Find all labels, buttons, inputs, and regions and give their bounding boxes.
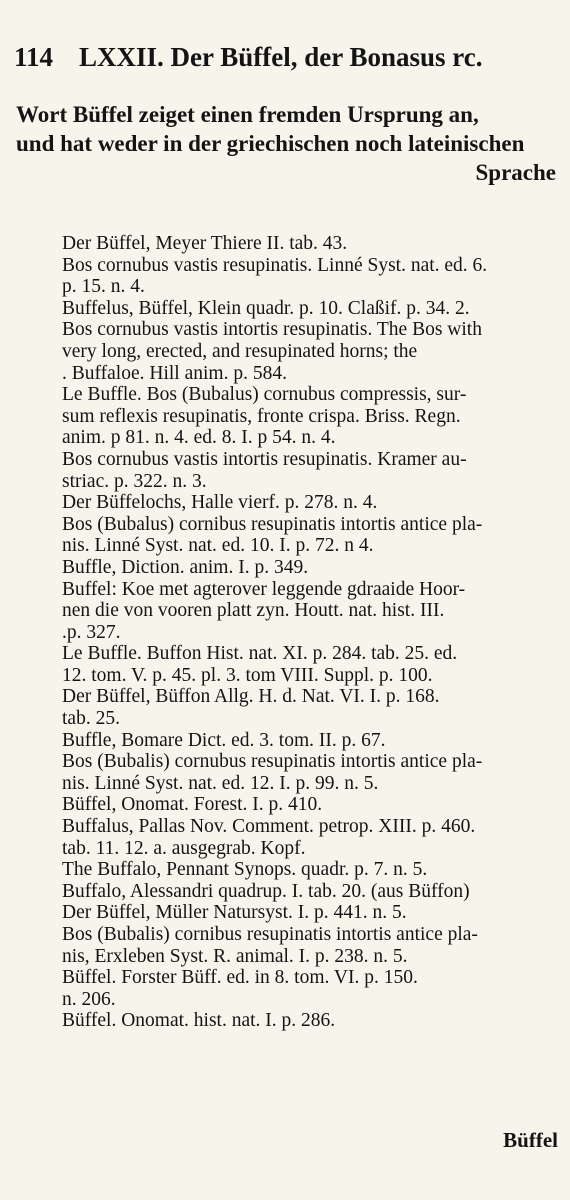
reference-line: nen die von vooren platt zyn. Houtt. nat. hist. III. (62, 600, 445, 622)
reference-line: Büffel. Forster Büff. ed. in 8. tom. VI. p. 150. (62, 967, 418, 989)
reference-line: Der Büffelochs, Halle vierf. p. 278. n. 4. (62, 492, 378, 514)
reference-line: The Buffalo, Pennant Synops. quadr. p. 7. n. 5. (62, 859, 428, 881)
reference-line: Der Büffel, Büffon Allg. H. d. Nat. VI. I. p. 168. (62, 686, 440, 708)
reference-entry (62, 881, 558, 903)
reference-line: nis, Erxleben Syst. R. animal. I. p. 238. n. 5. (62, 945, 408, 967)
reference-list (62, 233, 558, 1032)
reference-entry (62, 384, 558, 449)
reference-line: Le Buffle. Buffon Hist. nat. XI. p. 284. tab. 25. ed. (62, 643, 458, 665)
reference-line: p. 15. n. 4. (62, 276, 145, 298)
reference-line: n. 206. (62, 988, 116, 1010)
reference-line: tab. 25. (62, 708, 120, 730)
reference-line: striac. p. 322. n. 3. (62, 470, 207, 492)
reference-line: Bos (Bubalis) cornibus resupinatis intortis antice pla- (62, 924, 478, 945)
reference-line: Bos (Bubalus) cornibus resupinatis intortis antice pla- (62, 513, 483, 535)
reference-line: Buffel: Koe met agterover leggende gdraaide Hoor- (62, 578, 466, 600)
reference-line: Buffelus, Büffel, Klein quadr. p. 10. Claßif. p. 34. 2. (62, 297, 470, 319)
reference-line: Büffel. Onomat. hist. nat. I. p. 286. (62, 1010, 336, 1032)
reference-entry (62, 298, 558, 320)
reference-entry (62, 751, 558, 794)
page-header (14, 42, 562, 73)
reference-entry (62, 449, 558, 492)
reference-entry (62, 514, 558, 557)
reference-entry (62, 492, 558, 514)
reference-entry (62, 579, 558, 644)
reference-line: Buffle, Bomare Dict. ed. 3. tom. II. p. 67. (62, 729, 386, 751)
reference-entry (62, 859, 558, 881)
reference-entry (62, 967, 558, 1010)
reference-line: Buffalus, Pallas Nov. Comment. petrop. XIII. p. 460. (62, 816, 476, 838)
reference-entry (62, 730, 558, 752)
reference-line: Der Büffel, Meyer Thiere II. tab. 43. (62, 233, 348, 254)
reference-entry (62, 816, 558, 859)
intro-line: Sprache (475, 160, 556, 185)
reference-entry (62, 233, 558, 298)
page-number: 114 (14, 42, 54, 72)
reference-line: Büffel, Onomat. Forest. I. p. 410. (62, 794, 323, 816)
reference-entry (62, 686, 558, 729)
reference-line: 12. tom. V. p. 45. pl. 3. tom VIII. Suppl. p. 100. (62, 664, 433, 686)
reference-line: Bos cornubus vastis intortis resupinatis. Kramer au- (62, 448, 467, 470)
reference-line: nis. Linné Syst. nat. ed. 10. I. p. 72. n 4. (62, 535, 374, 557)
reference-line: Bos (Bubalis) cornubus resupinatis intortis antice pla- (62, 751, 483, 773)
reference-line: anim. p 81. n. 4. ed. 8. I. p 54. n. 4. (62, 427, 336, 449)
reference-line: Le Buffle. Bos (Bubalus) cornubus compressis, sur- (62, 384, 467, 406)
reference-line: tab. 11. 12. a. ausgegrab. Kopf. (62, 837, 306, 859)
catchword: Büffel (503, 1128, 558, 1152)
reference-line: sum reflexis resupinatis, fronte crispa. Briss. Regn. (62, 405, 461, 427)
reference-line: Bos cornubus vastis intortis resupinatis. The Bos with (62, 319, 482, 341)
reference-entry (62, 643, 558, 686)
reference-entry (62, 794, 558, 816)
reference-line: .p. 327. (62, 621, 121, 643)
reference-line: Buffle, Diction. anim. I. p. 349. (62, 556, 309, 578)
reference-entry (62, 1010, 558, 1032)
reference-line: . Buffaloe. Hill anim. p. 584. (62, 362, 287, 384)
reference-line: Bos cornubus vastis resupinatis. Linné Syst. nat. ed. 6. (62, 254, 488, 276)
reference-line: Der Büffel, Müller Natursyst. I. p. 441. n. 5. (62, 902, 407, 924)
intro-paragraph (16, 100, 556, 187)
running-title: LXXII. Der Büffel, der Bonasus rc. (79, 42, 483, 72)
reference-line: very long, erected, and resupinated horns; the (62, 340, 418, 362)
reference-entry (62, 902, 558, 924)
reference-line: Buffalo, Alessandri quadrup. I. tab. 20. (aus Büffon) (62, 880, 470, 902)
intro-line: Wort Büffel zeiget einen fremden Ursprung an, (16, 102, 479, 127)
reference-entry (62, 557, 558, 579)
intro-line: und hat weder in der griechischen noch lateinischen (16, 131, 525, 156)
reference-entry (62, 924, 558, 967)
reference-line: nis. Linné Syst. nat. ed. 12. I. p. 99. n. 5. (62, 772, 379, 794)
reference-entry (62, 319, 558, 384)
